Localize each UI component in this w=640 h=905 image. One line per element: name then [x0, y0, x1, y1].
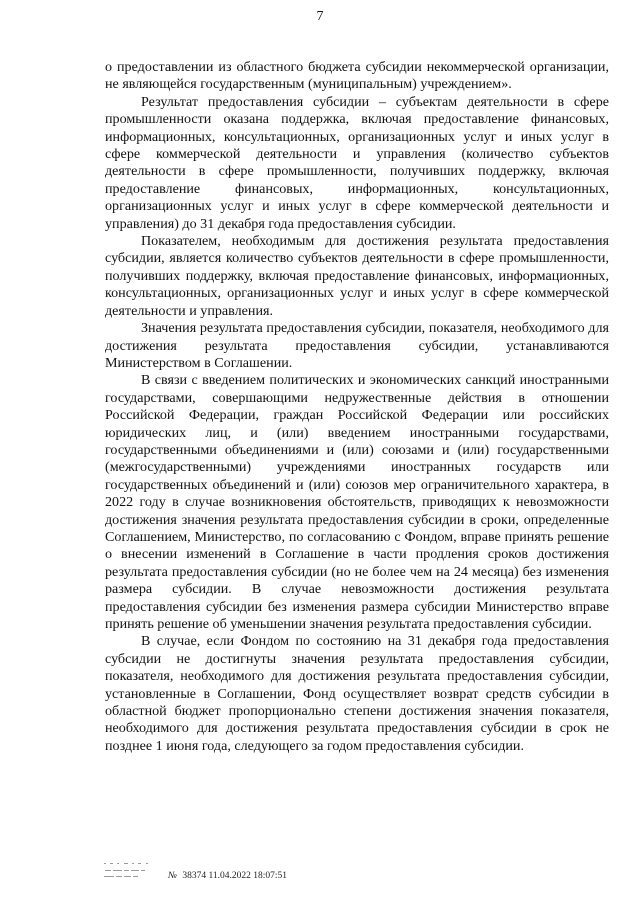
page-number: 7 [316, 9, 324, 24]
paragraph-values: Значения результата предоставления субсидии, показателя, необходимого для достижения результата предоставления субсидии, устанавливаются Министерством в Соглашении. [105, 320, 609, 371]
paragraph-result: Результат предоставления субсидии – субъектам деятельности в сфере промышленности оказана поддержка, включая предоставление финансовых, информационных, консультационных, организационных услуг и иных услуг в сфере коммерческой деятельности и управления (количество субъектов деятельности в сфере промышленности, получивших поддержку, включая предоставление финансовых, информационных, консультационных, организационных услуг и иных услуг в сфере коммерческой деятельности и управления) до 31 декабря года предоставления субсидии. [105, 93, 609, 232]
registration-datetime: 11.04.2022 18:07:51 [208, 871, 288, 881]
paragraph-refund: В случае, если Фондом по состоянию на 31 декабря года предоставления субсидии не достигнуты значения результата предоставления субсидии, показателя, необходимого для достижения результата предоставления субсидии, установленные в Соглашении, Фонд осуществляет возврат средств субсидии в областной бюджет пропорционально степени достижения значения показателя, необходимого для достижения результата предоставления субсидии в срок не позднее 1 июня года, следующего за годом предоставления субсидии. [105, 633, 609, 754]
paragraph-indicator: Показателем, необходимым для достижения результата предоставления субсидии, является количество субъектов деятельности в сфере промышленности, получивших поддержку, включая предоставление финансовых, информационных, консультационных, организационных услуг и иных услуг в сфере коммерческой деятельности и управления. [105, 233, 609, 319]
registration-footer [168, 871, 287, 881]
registration-stamp-mark [102, 860, 162, 882]
document-body [105, 59, 609, 755]
document-number: 38374 [182, 871, 207, 881]
number-sign: № [168, 871, 177, 881]
paragraph-continuation: о предоставлении из областного бюджета субсидии некоммерческой организации, не являющейся государственным (муниципальным) учреждением». [105, 59, 609, 93]
paragraph-sanctions: В связи с введением политических и экономических санкций иностранными государствами, совершающими недружественные действия в отношении Российской Федерации, граждан Российской Федерации или российских юридических лиц, и (или) введением иностранными государствами, государственными объединениями и (или) союзами и (или) государственными (межгосударственными) учреждениями иностранных государств или государственных объединений и (или) союзов мер ограничительного характера, в 2022 году в случае возникновения обстоятельств, приводящих к невозможности достижения значения результата предоставления субсидии в сроки, определенные Соглашением, Министерство, по согласованию с Фондом, вправе принять решение о внесении изменений в Соглашение в части продления сроков достижения результата предоставления субсидии (но не более чем на 24 месяца) без изменения размера субсидии. В случае невозможности достижения результата предоставления субсидии без изменения размера субсидии Министерство вправе принять решение об уменьшении значения результата предоставления субсидии. [105, 372, 609, 632]
